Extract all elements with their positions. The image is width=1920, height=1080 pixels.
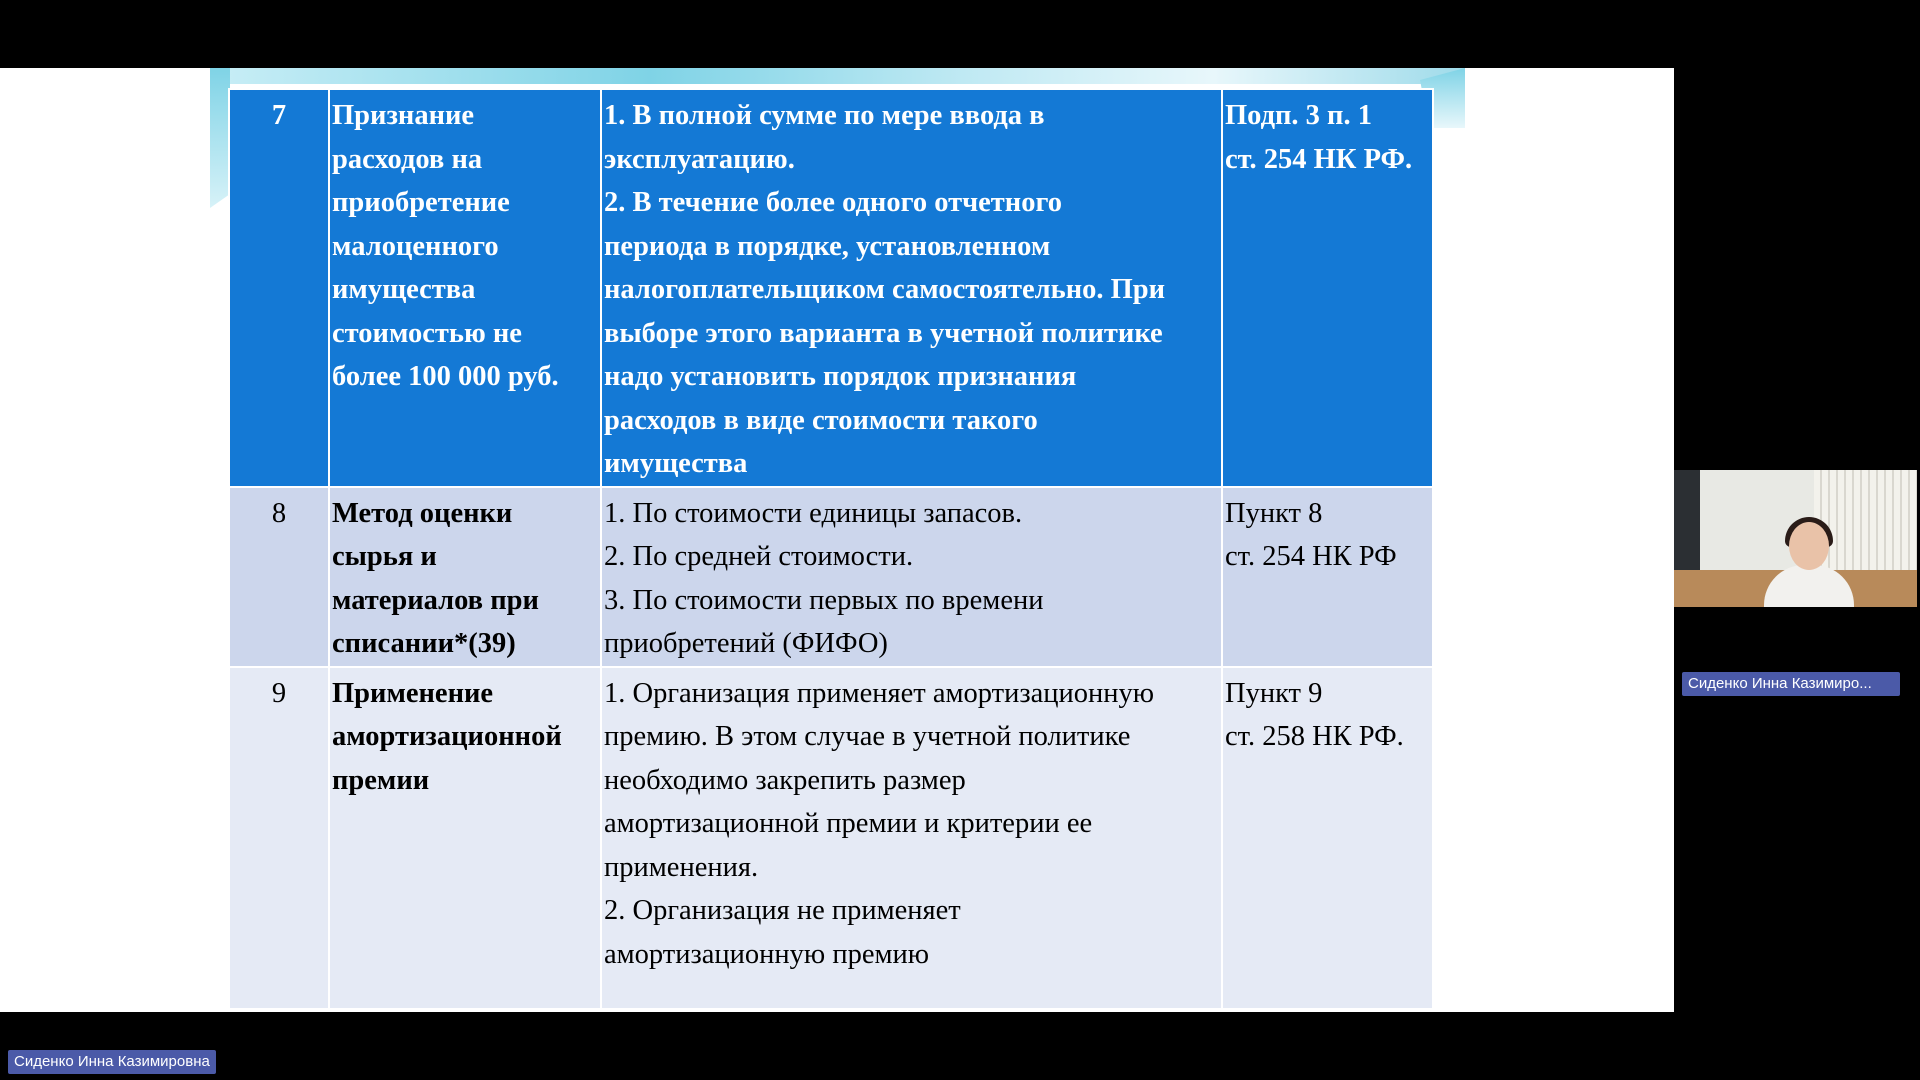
- table-row: [229, 89, 1433, 487]
- slide-decoration-top: [210, 68, 1465, 84]
- participant-video-tile[interactable]: [1674, 470, 1917, 607]
- row-description: 1. В полной сумме по мере ввода в эксплуатацию. 2. В течение более одного отчетного периода в порядке, установленном налогоплательщиком самостоятельно. При выборе этого варианта в учетной политике надо установить порядок признания расходов в виде стоимости такого имущества: [601, 89, 1222, 487]
- row-description: 1. По стоимости единицы запасов. 2. По средней стоимости. 3. По стоимости первых по времени приобретений (ФИФО): [601, 487, 1222, 667]
- row-reference: Пункт 8 ст. 254 НК РФ: [1222, 487, 1433, 667]
- row-reference: Пункт 9 ст. 258 НК РФ.: [1222, 667, 1433, 1009]
- row-title: Применение амортизационной премии: [329, 667, 601, 1009]
- participant-name-badge: Сиденко Инна Казимиро...: [1682, 672, 1900, 696]
- participant-face: [1789, 522, 1829, 570]
- row-title: Метод оценки сырья и материалов при списании*(39): [329, 487, 601, 667]
- row-number: 9: [229, 667, 329, 1009]
- row-title: Признание расходов на приобретение малоценного имущества стоимостью не более 100 000 руб.: [329, 89, 601, 487]
- speaker-name-badge: Сиденко Инна Казимировна: [8, 1050, 216, 1074]
- slide-decoration-left: [210, 68, 230, 208]
- table-row: [229, 667, 1433, 1009]
- row-number: 8: [229, 487, 329, 667]
- row-number: 7: [229, 89, 329, 487]
- video-window-blinds: [1814, 470, 1917, 570]
- row-description: 1. Организация применяет амортизационную премию. В этом случае в учетной политике необходимо закрепить размер амортизационной премии и критерии ее применения. 2. Организация не применяет амортизационную премию: [601, 667, 1222, 1009]
- row-reference: Подп. 3 п. 1 ст. 254 НК РФ.: [1222, 89, 1433, 487]
- presentation-slide: [0, 68, 1674, 1012]
- table-row: [229, 487, 1433, 667]
- accounting-policy-table: [228, 88, 1434, 1010]
